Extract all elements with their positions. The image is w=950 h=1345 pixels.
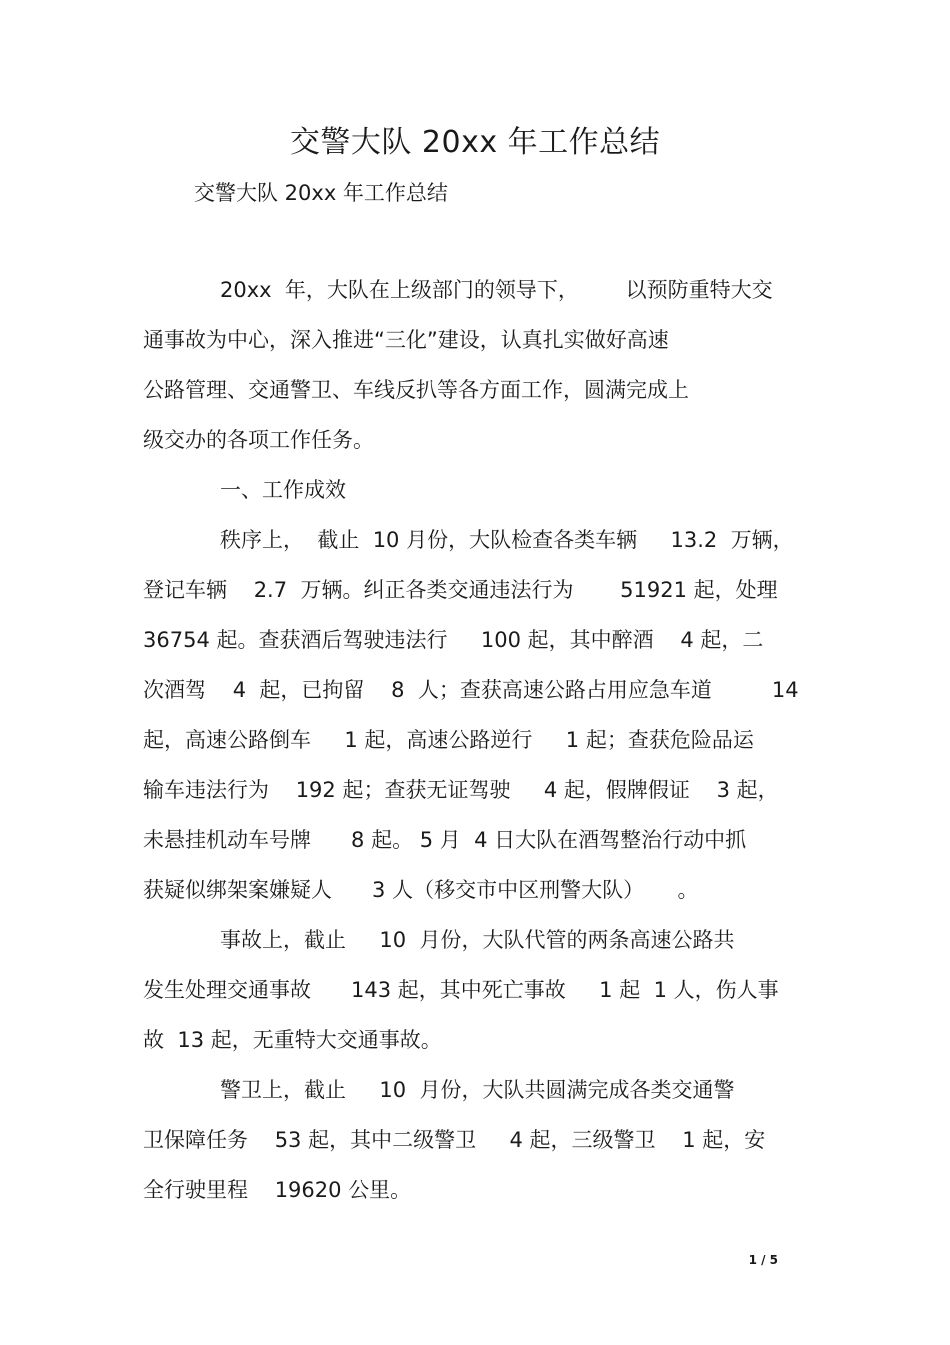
body-line: 起，高速公路倒车 1 起，高速公路逆行 1 起；查获危险品运: [143, 728, 754, 752]
body-line: 发生处理交通事故 143 起，其中死亡事故 1 起 1 人，伤人事: [143, 978, 779, 1002]
body-line: 故 13 起，无重特大交通事故。: [143, 1028, 442, 1052]
page-number: 1 / 5: [748, 1253, 778, 1267]
body-line: 输车违法行为 192 起；查获无证驾驶 4 起，假牌假证 3 起，: [143, 778, 779, 802]
body-line: 36754 起。查获酒后驾驶违法行 100 起，其中醉酒 4 起，二: [143, 628, 764, 652]
body-line: 登记车辆 2.7 万辆。纠正各类交通违法行为 51921 起，处理: [143, 578, 778, 602]
body-line: 事故上，截止 10 月份，大队代管的两条高速公路共: [220, 928, 735, 952]
body-line: 获疑似绑架案嫌疑人 3 人（移交市中区刑警大队） 。: [143, 878, 699, 902]
body-line: 公路管理、交通警卫、车线反扒等各方面工作，圆满完成上: [143, 378, 689, 402]
body-line: 未悬挂机动车号牌 8 起。 5 月 4 日大队在酒驾整治行动中抓: [143, 828, 747, 852]
body-line: 卫保障任务 53 起，其中二级警卫 4 起，三级警卫 1 起，安: [143, 1128, 766, 1152]
document-subtitle: 交警大队 20xx 年工作总结: [194, 181, 448, 205]
body-line: 通事故为中心，深入推进“三化”建设，认真扎实做好高速: [143, 328, 669, 352]
body-line: 全行驶里程 19620 公里。: [143, 1178, 412, 1202]
body-line: 次酒驾 4 起，已拘留 8 人；查获高速公路占用应急车道 14: [143, 678, 799, 702]
body-line: 秩序上， 截止 10 月份，大队检查各类车辆 13.2 万辆，: [220, 528, 794, 552]
body-line: 20xx 年，大队在上级部门的领导下， 以预防重特大交: [220, 278, 773, 302]
document-title: 交警大队 20xx 年工作总结: [289, 125, 661, 160]
body-line: 级交办的各项工作任务。: [143, 428, 374, 452]
section-heading: 一、工作成效: [220, 478, 346, 502]
body-line: 警卫上，截止 10 月份，大队共圆满完成各类交通警: [220, 1078, 735, 1102]
